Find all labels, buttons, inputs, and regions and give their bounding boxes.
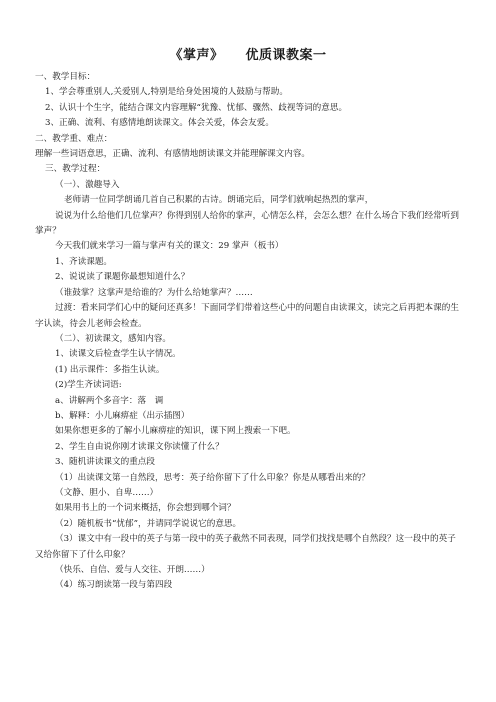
paragraph: 老师请一位同学朗诵几首自己积累的古诗。朗诵完后，同学们就响起热烈的掌声， [64,195,374,206]
paragraph: 说说为什么给他们几位掌声？你得到别人给你的掌声，心情怎么样，会怎么想？在什么场合下我们经常听到掌声？ [35,210,459,237]
paragraph: a、讲解两个多音字：落 调 [55,395,164,406]
paragraph: 过渡：看来同学们心中的疑问还真多！下面同学们带着这些心中的问题自由读课文，读完之后再把本课的生字认读，待会儿老师会检查。 [35,303,459,329]
paragraph: 一、教学目标： [35,72,96,82]
paragraph: b、解释：小儿麻痹症（出示插图） [55,410,190,421]
title-part-2: 优质课教案一 [245,48,327,63]
paragraph: (2)学生齐读词语: [55,380,122,391]
paragraph: （3）课文中有一段中的英子与第一段中的英子截然不同表现，同学们找找是哪个自然段？这一段中的英子又给你留下了什么印象？ [35,534,456,560]
title-part-1: 《掌声》 [169,48,224,63]
paragraph: 1、读课文后检查学生认字情况。 [55,349,181,360]
paragraph: 如果你想更多的了解小儿麻痹症的知识，课下网上搜索一下吧。 [55,426,296,437]
paragraph: 2、认识十个生字，能结合课文内容理解“犹豫、忧郁、骤然、歧视等词的意思。 [45,102,348,113]
paragraph: （2）随机板书“忧郁”，并请同学说说它的意思。 [55,518,242,529]
paragraph: （一）、激趣导入 [55,179,120,190]
paragraph: （4）练习朗读第一段与第四段 [55,580,173,591]
paragraph: 二、教学重、难点： [35,133,113,144]
paragraph: 如果用书上的一个词来概括，你会想到哪个词？ [55,503,236,514]
paragraph: (1) 出示课件：多指生认读。 [55,364,165,375]
paragraph: （谁鼓掌？这掌声是给谁的？为什么给她掌声？…… [55,287,253,298]
paragraph: 3、随机讲读课文的重点段 [55,457,155,468]
paragraph: （文静、胆小、自卑……） [55,487,159,498]
paragraph: 3、正确、流利、有感情地朗读课文。体会关爱，体会友爱。 [45,118,274,129]
paragraph: 1、齐读课题。 [55,256,113,267]
paragraph: 三、教学过程： [45,164,106,175]
paragraph: （二）、初读课文，感知内容。 [55,333,172,344]
paragraph: 2、学生自由说你刚才读课文你读懂了什么？ [55,441,224,452]
paragraph: 今天我们就来学习一篇与掌声有关的课文：29 掌声（板书） [55,241,284,252]
paragraph: （1）出读课文第一自然段，思考：英子给你留下了什么印象？你是从哪看出来的？ [55,472,370,483]
paragraph: （快乐、自信、爱与人交往、开朗……） [55,565,210,575]
page-title [0,44,496,63]
paragraph: 理解一些词语意思，正确、流利、有感情地朗读课文并能理解课文内容。 [35,149,311,160]
paragraph: 2、说说读了课题你最想知道什么？ [55,272,190,283]
paragraph: 1、学会尊重别人,关爱别人,特别是给身处困境的人鼓励与帮助。 [45,87,288,98]
document-body [35,70,459,594]
